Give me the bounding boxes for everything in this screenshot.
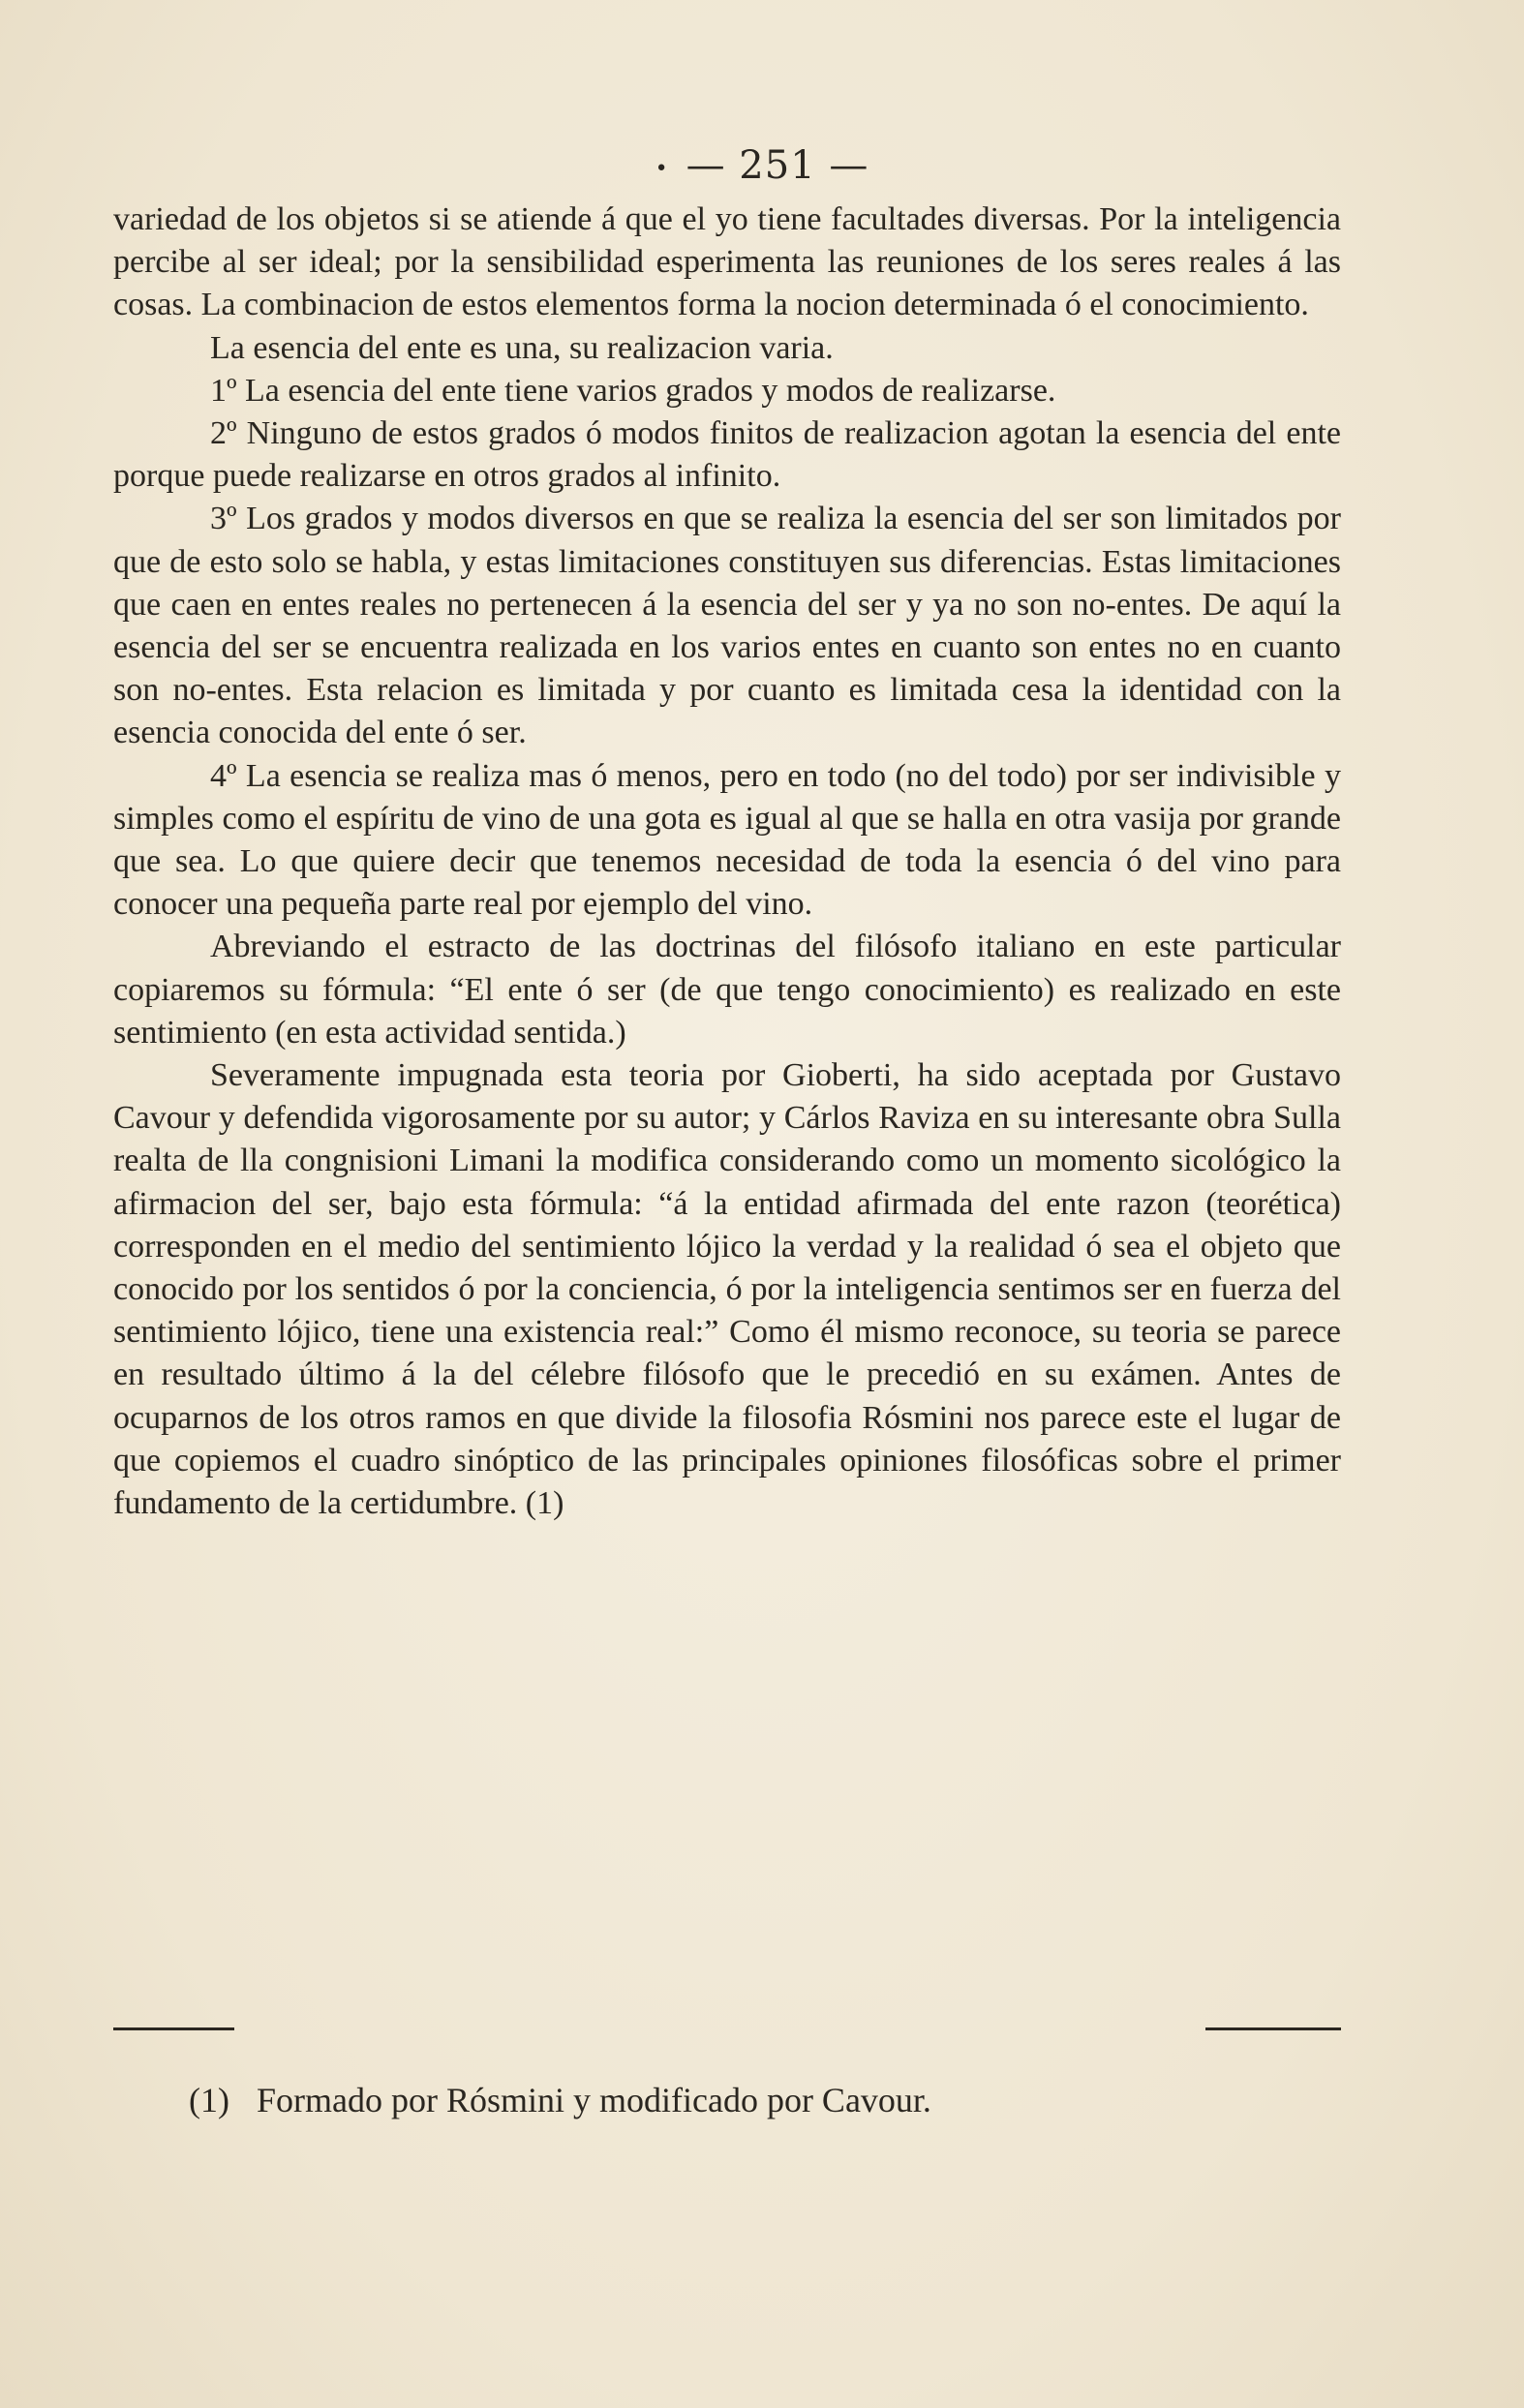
paragraph-1: variedad de los objetos si se atiende á que el yo tiene facultades diversas. Por la inteligencia percibe al ser ideal; por la sensibilidad esperimenta las reuniones de los seres reales á las cosas. La combinacion de estos elementos forma la nocion determinada ó el conocimiento. <box>113 201 1341 323</box>
page-number: — 251 — <box>686 143 869 188</box>
ink-dot: • <box>655 156 669 181</box>
paragraph-3: 1º La esencia del ente tiene varios grados y modos de realizarse. <box>210 372 1056 409</box>
footnote-marker: (1) <box>189 2081 229 2119</box>
paragraph-2: La esencia del ente es una, su realizacion varia. <box>210 329 834 366</box>
page-body <box>113 198 1341 1525</box>
footnote-separator <box>0 2027 1524 2031</box>
paragraph-8: Severamente impugnada esta teoria por Gioberti, ha sido aceptada por Gustavo Cavour y defendida vigorosamente por su autor; y Cárlos Raviza en su interesante obra Sulla realta de lla congnisioni Limani la modifica considerando como un momento sicológico la afirmacion del ser, bajo esta fórmula: “á la entidad afirmada del ente razon (teorética) corresponden en el medio del sentimiento lójico la verdad y la realidad ó sea el objeto que conocido por los sentidos ó por la conciencia, ó por la inteligencia sentimos ser en fuerza del sentimiento lójico, tiene una existencia real:” Como él mismo reconoce, su teoria se parece en resultado último á la del célebre filósofo que le precedió en su exámen. Antes de ocuparnos de los otros ramos en que divide la filosofia Rósmini nos parece este el lugar de que copiemos el cuadro sinóptico de las principales opiniones filosóficas sobre el primer fundamento de la certidumbre. (1) <box>113 1057 1341 1522</box>
paragraph-4: 2º Ninguno de estos grados ó modos finitos de realizacion agotan la esencia del ente porque puede realizarse en otros grados al infinito. <box>113 415 1341 495</box>
footnote-rule-right <box>1205 2027 1341 2030</box>
page-header <box>0 143 1524 188</box>
paragraph-6: 4º La esencia se realiza mas ó menos, pero en todo (no del todo) por ser indivisible y simples como el espíritu de vino de una gota es igual al que se halla en otra vasija por grande que sea. Lo que quiere decir que tenemos necesidad de toda la esencia ó del vino para conocer una pequeña parte real por ejemplo del vino. <box>113 757 1341 923</box>
footnote-text: Formado por Rósmini y modificado por Cavour. <box>256 2081 931 2119</box>
paragraph-5: 3º Los grados y modos diversos en que se realiza la esencia del ser son limitados por que de esto solo se habla, y estas limitaciones constituyen sus diferencias. Estas limitaciones que caen en entes reales no pertenecen á la esencia del ser y ya no son no-entes. De aquí la esencia del ser se encuentra realizada en los varios entes en cuanto son entes no en cuanto son no-entes. Esta relacion es limitada y por cuanto es limitada cesa la identidad con la esencia conocida del ente ó ser. <box>113 501 1341 751</box>
paragraph-7: Abreviando el estracto de las doctrinas del filósofo italiano en este particular copiaremos su fórmula: “El ente ó ser (de que tengo conocimiento) es realizado en este sentimiento (en esta actividad sentida.) <box>113 929 1341 1051</box>
footnote <box>189 2080 1351 2120</box>
footnote-rule-left <box>113 2027 234 2030</box>
